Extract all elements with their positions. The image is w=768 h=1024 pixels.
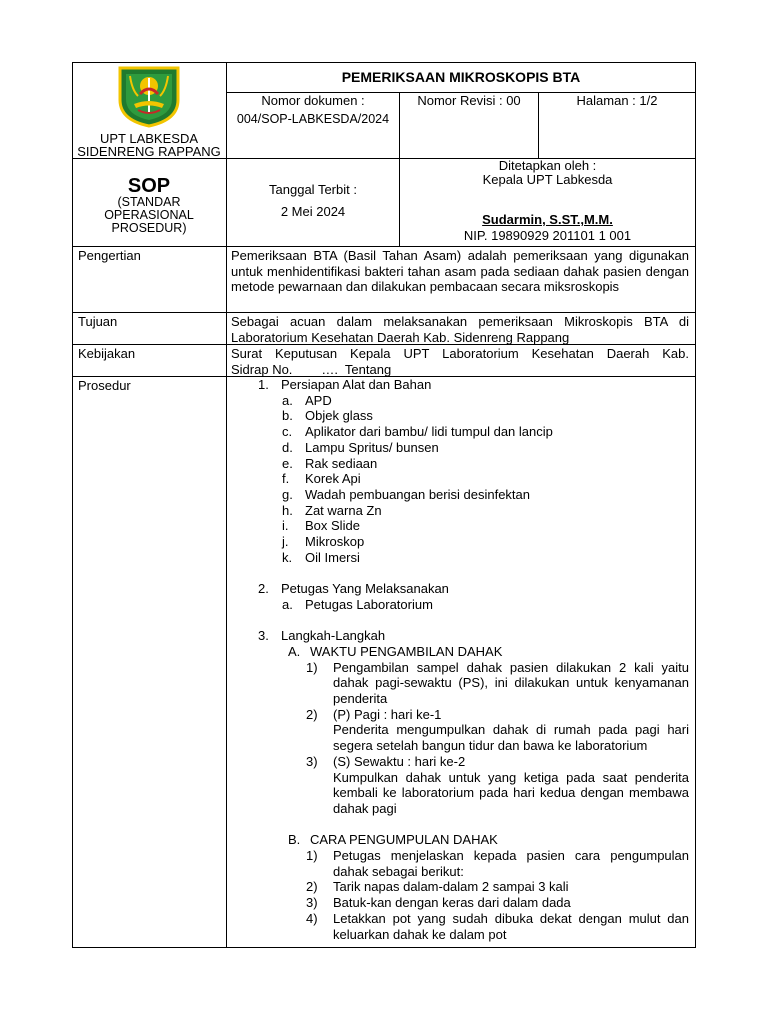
section-1: [258, 377, 690, 393]
step-marker: 3): [306, 753, 318, 769]
step-text: Batuk-kan dengan keras dari dalam dada: [333, 895, 571, 911]
subsection-a: [258, 644, 690, 660]
step-a2: [306, 706, 689, 754]
pengertian-label: Pengertian: [78, 248, 141, 263]
set-by-label: Ditetapkan oleh :: [498, 158, 597, 173]
list-item: [258, 597, 690, 613]
step-a3: [306, 753, 689, 817]
list-item-text: Mikroskop: [305, 534, 365, 550]
subsection-b: [258, 832, 690, 848]
list-item-text: Rak sediaan: [305, 455, 378, 471]
list-marker: d.: [282, 439, 293, 455]
sop-abbreviation: SOP: [127, 175, 171, 197]
list-marker: f.: [282, 471, 290, 487]
prosedur-label: Prosedur: [78, 378, 131, 393]
kebijakan-label: Kebijakan: [78, 346, 136, 361]
section-1-number: 1.: [258, 377, 269, 392]
section-1-title: Persiapan Alat dan Bahan: [281, 377, 432, 392]
step-text: Pengambilan sampel dahak pasien dilakukan 2 kali yaitu dahak pagi-sewaktu (PS), ini dilakukan untuk kenyamanan penderita: [333, 659, 689, 707]
step-text: Kumpulkan dahak untuk yang ketiga pada saat penderita kembali ke laboratorium pada hari kedua dengan membawa dahak pagi: [333, 769, 689, 816]
section-3: [258, 628, 690, 644]
step-text: Letakkan pot yang sudah dibuka dekat dengan mulut dan keluarkan dahak ke dalam pot: [333, 910, 689, 942]
step-marker: 2): [306, 706, 318, 722]
list-item-text: Zat warna Zn: [305, 502, 382, 518]
signer-name: Sudarmin, S.ST.,M.M.: [482, 212, 613, 227]
page-number: Halaman : 1/2: [576, 93, 658, 108]
list-item-text: Objek glass: [305, 408, 373, 424]
list-item: [258, 534, 690, 550]
section-3-title: Langkah-Langkah: [281, 628, 386, 644]
subsection-b-marker: B.: [288, 832, 301, 848]
list-marker: c.: [282, 424, 293, 440]
list-item-text: Korek Api: [305, 471, 361, 487]
kebijakan-text-line2: Sidrap No. …. Tentang: [231, 362, 392, 377]
revision-number: Nomor Revisi : 00: [417, 93, 521, 108]
list-marker: g.: [282, 486, 293, 502]
step-a1: [306, 659, 689, 707]
tujuan-text: Sebagai acuan dalam melaksanakan pemeriksaan Mikroskopis BTA di Laboratorium Kesehatan Daerah Kab. Sidenreng Rappang: [231, 314, 689, 345]
issued-label: Tanggal Terbit :: [269, 182, 357, 197]
step-b3: [306, 895, 689, 911]
list-marker: h.: [282, 502, 293, 518]
list-item: [258, 424, 690, 440]
step-marker: 2): [306, 879, 318, 895]
list-marker: e.: [282, 455, 293, 471]
list-item: [258, 550, 690, 566]
tujuan-label: Tujuan: [78, 314, 118, 329]
step-text: Petugas menjelaskan kepada pasien cara pengumpulan dahak sebagai berikut:: [333, 848, 689, 879]
issued-date: 2 Mei 2024: [280, 204, 346, 219]
sop-full-line2: OPERASIONAL: [104, 208, 194, 222]
org-name-line2: SIDENRENG RAPPANG: [77, 144, 221, 159]
row-divider-tujuan: [72, 312, 696, 313]
list-marker: a.: [282, 392, 293, 408]
subsection-a-marker: A.: [288, 643, 301, 659]
list-item: [258, 487, 690, 503]
subsection-a-title: WAKTU PENGAMBILAN DAHAK: [310, 643, 503, 659]
list-marker: i.: [282, 518, 289, 534]
step-b4: [306, 910, 689, 942]
step-heading: (S) Sewaktu : hari ke-2: [333, 753, 466, 769]
list-item-text: Box Slide: [305, 518, 360, 534]
list-item-text: Wadah pembuangan berisi desinfektan: [305, 486, 530, 502]
kebijakan-text-line1: Surat Keputusan Kepala UPT Laboratorium Kesehatan Daerah Kab.: [231, 346, 689, 361]
table-border-right: [695, 62, 696, 948]
list-marker: b.: [282, 408, 293, 424]
table-border-bottom: [72, 947, 696, 948]
list-item: [258, 440, 690, 456]
step-text: Penderita mengumpulkan dahak di rumah pada pagi hari segera setelah bangun tidur dan bawa ke laboratorium: [333, 722, 689, 754]
list-item-text: Aplikator dari bambu/ lidi tumpul dan lancip: [305, 424, 553, 440]
list-item-text: APD: [305, 392, 332, 408]
section-2-title: Petugas Yang Melaksanakan: [281, 581, 449, 597]
document-title: PEMERIKSAAN MIKROSKOPIS BTA: [341, 69, 581, 85]
sop-full-line3: PROSEDUR): [111, 221, 187, 235]
section-2: [258, 581, 690, 597]
sop-full-line1: (STANDAR: [117, 195, 181, 209]
step-text: Tarik napas dalam-dalam 2 sampai 3 kali: [333, 879, 569, 895]
step-heading: (P) Pagi : hari ke-1: [333, 706, 442, 722]
table-border-top: [72, 62, 696, 63]
section-1-list: [258, 393, 690, 566]
org-name-line1: UPT LABKESDA: [99, 131, 199, 146]
sop-document: [72, 62, 696, 948]
step-marker: 1): [306, 659, 318, 675]
list-item: [258, 456, 690, 472]
step-marker: 3): [306, 895, 318, 911]
list-item: [258, 393, 690, 409]
list-marker: j.: [282, 534, 289, 550]
pengertian-text: Pemeriksaan BTA (Basil Tahan Asam) adalah pemeriksaan yang digunakan untuk menhidentifikasi bakteri tahan asam pada sediaan dahak pasien dengan metode pewarnaan dan dilakukan pembacaan secara miksroskopis: [231, 248, 689, 295]
step-marker: 1): [306, 848, 318, 864]
procedure-content: [258, 377, 690, 942]
step-marker: 4): [306, 910, 318, 926]
list-item: [258, 408, 690, 424]
list-item-text: Oil Imersi: [305, 549, 360, 565]
section-2-number: 2.: [258, 581, 269, 597]
list-item-text: Petugas Laboratorium: [305, 596, 433, 612]
doc-number-value: 004/SOP-LABKESDA/2024: [236, 112, 390, 126]
list-marker: k.: [282, 549, 293, 565]
subsection-b-title: CARA PENGUMPULAN DAHAK: [310, 832, 498, 848]
row-divider-pengertian: [72, 246, 696, 247]
signer-nip: NIP. 19890929 201101 1 001: [463, 228, 632, 243]
list-item-text: Lampu Spritus/ bunsen: [305, 439, 439, 455]
step-b1: [306, 848, 689, 879]
doc-number-label: Nomor dokumen :: [261, 93, 365, 108]
labkesda-logo: [116, 64, 182, 128]
list-marker: a.: [282, 596, 293, 612]
section-3-number: 3.: [258, 628, 269, 644]
set-by-title: Kepala UPT Labkesda: [482, 172, 613, 187]
list-item: [258, 518, 690, 534]
list-item: [258, 503, 690, 519]
step-b2: [306, 879, 689, 895]
list-item: [258, 471, 690, 487]
